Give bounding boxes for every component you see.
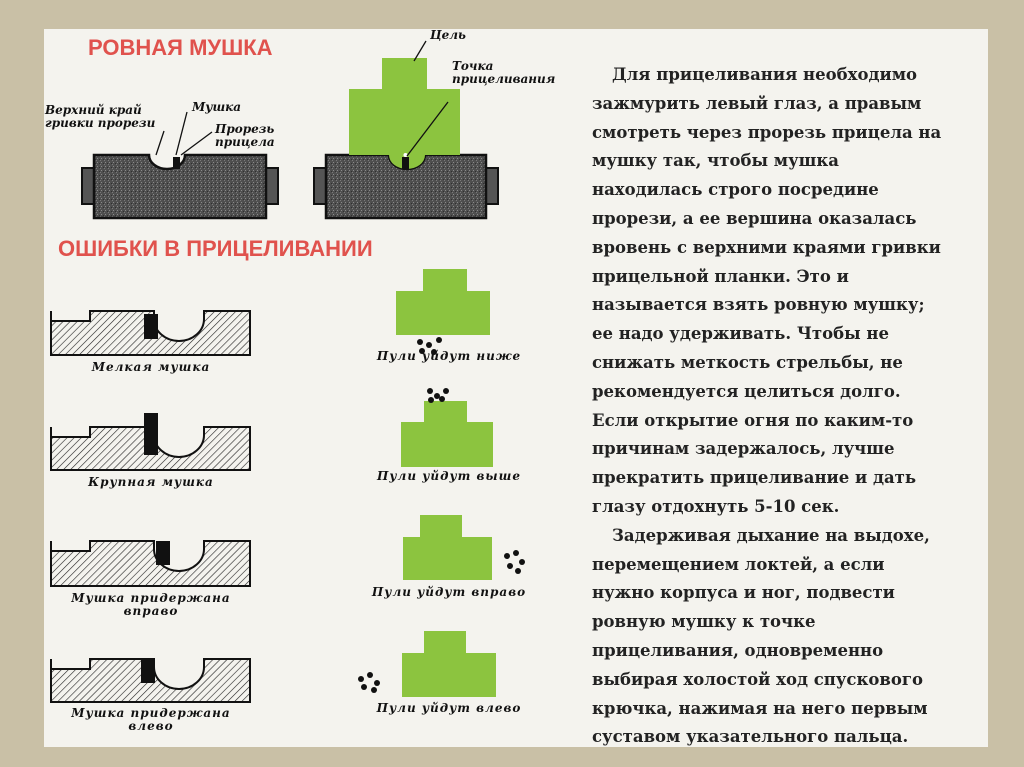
text-line: вровень с верхними краями гривки: [592, 237, 941, 257]
text-line: называется взять ровную мушку;: [592, 295, 925, 315]
label-notch: Прорезь прицела: [215, 122, 275, 149]
front-sight-post-left: [173, 157, 180, 169]
text-line: прекратить прицеливание и дать: [592, 468, 917, 488]
sight-error-large: [51, 413, 250, 470]
label-result-low: Пули уйдут ниже: [376, 349, 522, 363]
text-line: причинам задержалось, лучше: [592, 439, 895, 459]
instruction-text: [592, 61, 988, 747]
text-line: перемещением локтей, а если: [592, 554, 885, 574]
label-result-left: Пули уйдут влево: [376, 701, 522, 715]
text-line: рекомендуется целиться долго.: [592, 381, 901, 401]
text-line: прорези, а ее вершина оказалась: [592, 208, 917, 228]
heading-even-sight: РОВНАЯ МУШКА: [88, 35, 273, 60]
sight-error-small: [51, 311, 250, 355]
label-error-small: Мелкая мушка: [91, 360, 211, 374]
front-sight-post-right: [402, 157, 409, 169]
text-line: находилась строго посредине: [592, 180, 879, 200]
sight-error-right: [51, 541, 250, 586]
label-error-right: Мушка придержана вправо: [71, 591, 231, 618]
target-high: [401, 388, 493, 467]
pointer-lines-left: [156, 112, 212, 155]
text-line: смотреть через прорезь прицела на: [592, 122, 942, 142]
text-line: суставом указательного пальца.: [592, 727, 909, 747]
label-front-sight: Мушка: [192, 100, 242, 114]
heading-aiming-errors: ОШИБКИ В ПРИЦЕЛИВАНИИ: [58, 236, 373, 261]
sight-error-left: [51, 659, 250, 702]
slide: [44, 29, 988, 747]
text-line: зажмурить левый глаз, а правым: [592, 93, 922, 113]
target-right: [403, 515, 525, 580]
target-left: [358, 631, 496, 697]
target-low: [396, 269, 490, 355]
label-result-right: Пули уйдут вправо: [371, 585, 527, 599]
target-even-sight: [349, 58, 460, 169]
label-upper-edge: Верхний край гривки прорези: [45, 103, 156, 130]
text-line: снижать меткость стрельбы, не: [592, 352, 903, 372]
label-aim-point: Точка прицеливания: [452, 59, 556, 86]
text-line: прицельной планки. Это и: [592, 266, 849, 286]
text-line: Задерживая дыхание на выдохе,: [612, 525, 930, 545]
text-line: Для прицеливания необходимо: [612, 65, 918, 84]
label-error-large: Крупная мушка: [88, 475, 214, 489]
text-line: нужно корпуса и ног, подвести: [592, 583, 895, 603]
text-line: Если открытие огня по каким-то: [592, 410, 914, 430]
text-line: мушку так, чтобы мушка: [592, 151, 840, 171]
text-line: глазу отдохнуть 5-10 сек.: [592, 496, 840, 516]
label-result-high: Пули уйдут выше: [377, 469, 521, 483]
rear-sight-block-left: [82, 155, 278, 218]
text-line: прицеливания, одновременно: [592, 640, 884, 660]
label-target: Цель: [430, 29, 466, 42]
text-line: выбирая холостой ход спускового: [592, 669, 923, 689]
text-line: крючка, нажимая на него первым: [592, 698, 928, 718]
text-line: ровную мушку к точке: [592, 612, 816, 632]
label-error-left: Мушка придержана влево: [71, 706, 231, 733]
text-line: ее надо удерживать. Чтобы не: [592, 324, 889, 344]
